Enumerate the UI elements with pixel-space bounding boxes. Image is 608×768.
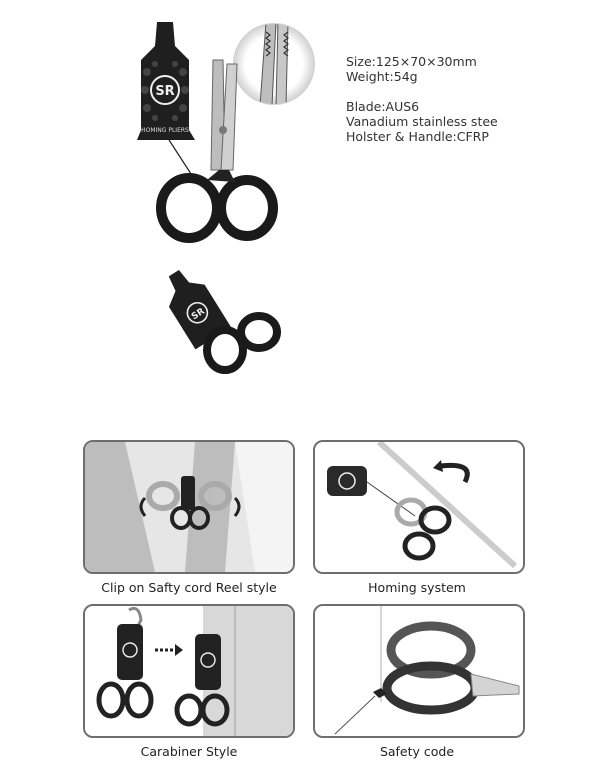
spec-list	[346, 54, 498, 144]
product-holstered	[155, 258, 285, 388]
feature-caption-carabiner: Carabiner Style	[140, 744, 238, 759]
spec-weight: Weight:54g	[346, 69, 418, 84]
feature-caption-homing: Homing system	[368, 580, 466, 595]
feature-illustration-safety-code	[315, 606, 523, 736]
feature-panel-carabiner	[83, 604, 295, 738]
hero-product-label: HOMING PLIERS	[141, 127, 189, 134]
feature-panel-safety-cord-reel	[83, 440, 295, 574]
hero-logo: SR	[155, 84, 175, 99]
feature-illustration-homing	[315, 442, 523, 572]
feature-illustration-carabiner	[85, 606, 293, 736]
svg-text:SR: SR	[190, 306, 207, 323]
feature-caption-reel: Clip on Safty cord Reel style	[101, 580, 277, 595]
feature-illustration-reel	[85, 442, 293, 572]
spec-size: Size:125×70×30mm	[346, 54, 477, 69]
spec-blade-material: Vanadium stainless stee	[346, 114, 498, 129]
spec-holster: Holster & Handle:CFRP	[346, 129, 489, 144]
spec-blade: Blade:AUS6	[346, 99, 420, 114]
feature-caption-safety-code: Safety code	[379, 744, 455, 759]
product-hero	[125, 20, 325, 250]
feature-panel-homing-system	[313, 440, 525, 574]
feature-panel-safety-code	[313, 604, 525, 738]
